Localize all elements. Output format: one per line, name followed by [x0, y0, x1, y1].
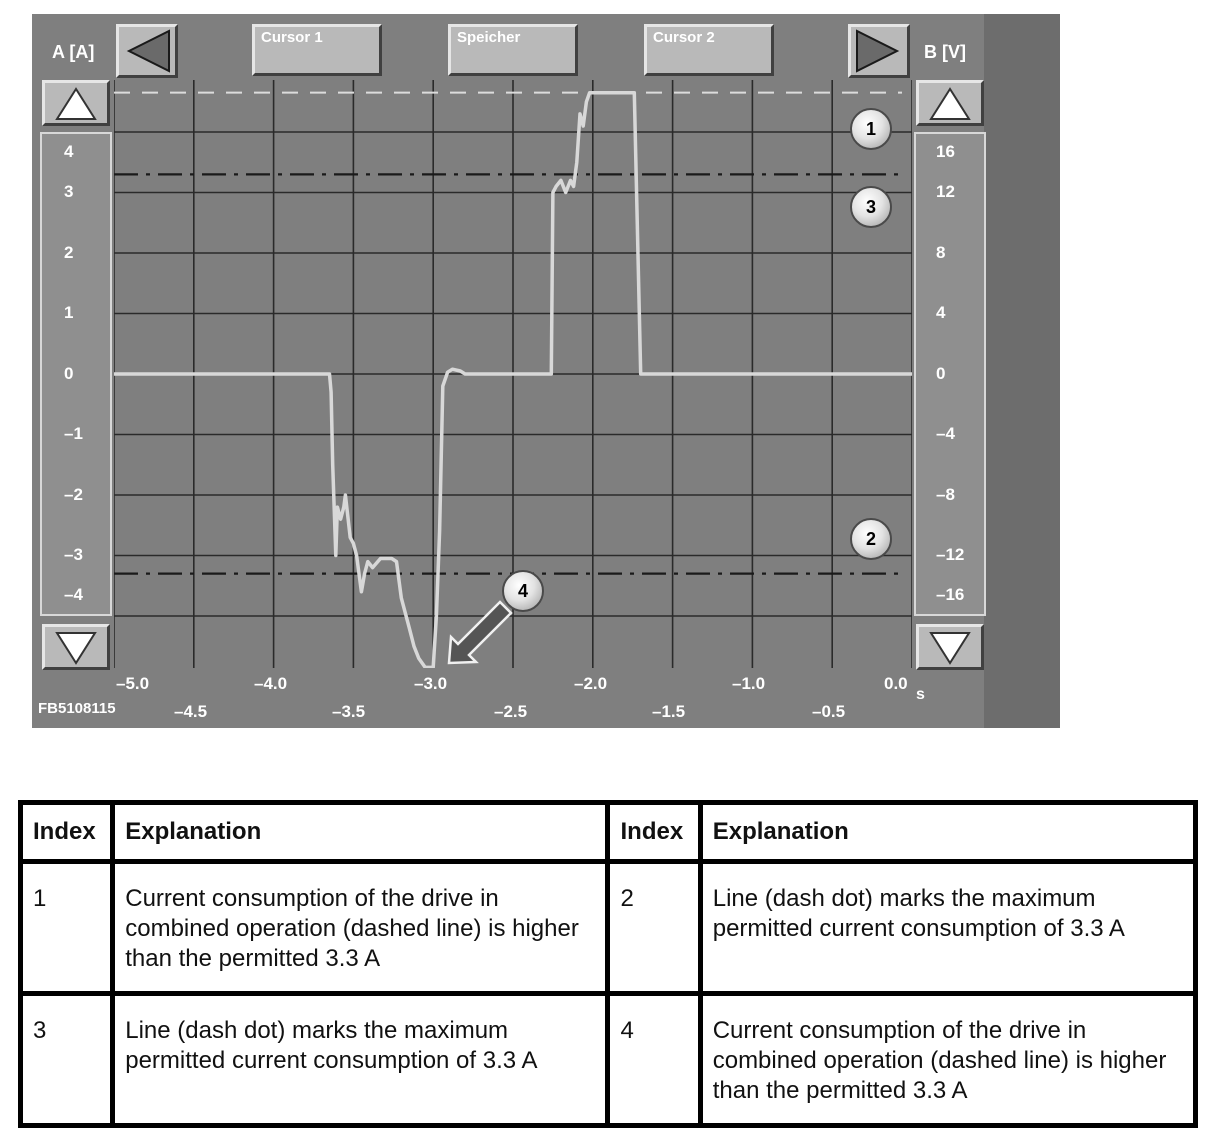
table-row: [21, 862, 1196, 994]
x-tick: –2.5: [494, 702, 528, 721]
arrow-up-icon: [919, 83, 981, 123]
channel-a-scale: [40, 132, 112, 616]
a-tick: 4: [64, 142, 74, 161]
b-tick: –8: [936, 485, 955, 504]
x-tick: –1.0: [732, 674, 766, 693]
b-tick: –12: [936, 545, 965, 564]
b-tick: 8: [936, 243, 946, 262]
axis-b-title: B [V]: [924, 42, 966, 62]
x-tick: 0.0: [884, 674, 908, 693]
b-tick: 0: [936, 364, 946, 383]
a-tick: 3: [64, 182, 74, 201]
right-strip: [984, 14, 1060, 728]
a-tick: 2: [64, 243, 74, 262]
arrow-right-icon: [851, 27, 907, 75]
arrow-down-icon: [45, 627, 107, 667]
b-tick: 12: [936, 182, 955, 201]
explanation-cell: Current consumption of the drive in combined operation (dashed line) is higher than the permitted 3.3 A: [700, 994, 1195, 1126]
x-tick: –5.0: [116, 674, 150, 693]
header-index: Index: [608, 803, 700, 862]
callout-4: 4: [502, 570, 544, 612]
header-explanation: Explanation: [700, 803, 1195, 862]
scroll-right-button[interactable]: [848, 24, 910, 78]
index-cell: 3: [21, 994, 113, 1126]
explanation-cell: Line (dash dot) marks the maximum permitted current consumption of 3.3 A: [700, 862, 1195, 994]
index-cell: 2: [608, 862, 700, 994]
x-unit: s: [916, 686, 925, 703]
explanation-cell: Line (dash dot) marks the maximum permitted current consumption of 3.3 A: [113, 994, 608, 1126]
a-tick: –2: [64, 485, 83, 504]
x-tick: –4.5: [174, 702, 208, 721]
arrow-left-icon: [119, 27, 175, 75]
b-tick: 4: [936, 303, 946, 322]
x-tick: –4.0: [254, 674, 288, 693]
x-tick: –3.5: [332, 702, 366, 721]
table-header-row: [21, 803, 1196, 862]
channel-b-scale: [914, 132, 986, 616]
scroll-left-button[interactable]: [116, 24, 178, 78]
channel-a-scale-up-button[interactable]: [42, 80, 110, 126]
explanation-cell: Current consumption of the drive in combined operation (dashed line) is higher than the permitted 3.3 A: [113, 862, 608, 994]
b-tick: –16: [936, 585, 965, 604]
callout-1: 1: [850, 108, 892, 150]
channel-a-scale-down-button[interactable]: [42, 624, 110, 670]
oscilloscope-screen: [32, 14, 1060, 728]
index-cell: 4: [608, 994, 700, 1126]
speicher-button[interactable]: Speicher: [448, 24, 578, 76]
a-tick: –4: [64, 585, 83, 604]
cursor-1-button[interactable]: Cursor 1: [252, 24, 382, 76]
b-tick: –4: [936, 424, 955, 443]
index-cell: 1: [21, 862, 113, 994]
cursor-2-button[interactable]: Cursor 2: [644, 24, 774, 76]
a-tick: –1: [64, 424, 83, 443]
figure-code: FB5108115: [38, 700, 116, 717]
x-tick: –2.0: [574, 674, 608, 693]
b-tick: 16: [936, 142, 955, 161]
x-tick: –0.5: [812, 702, 846, 721]
legend-table: [18, 800, 1198, 1128]
channel-b-scale-down-button[interactable]: [916, 624, 984, 670]
x-tick: –3.0: [414, 674, 448, 693]
a-tick: 0: [64, 364, 74, 383]
arrow-down-icon: [919, 627, 981, 667]
arrow-up-icon: [45, 83, 107, 123]
axis-a-title: A [A]: [52, 42, 95, 62]
table-row: [21, 994, 1196, 1126]
header-explanation: Explanation: [113, 803, 608, 862]
header-index: Index: [21, 803, 113, 862]
a-tick: –3: [64, 545, 83, 564]
callout-3: 3: [850, 186, 892, 228]
a-tick: 1: [64, 303, 74, 322]
x-tick: –1.5: [652, 702, 686, 721]
callout-2: 2: [850, 518, 892, 560]
channel-b-scale-up-button[interactable]: [916, 80, 984, 126]
